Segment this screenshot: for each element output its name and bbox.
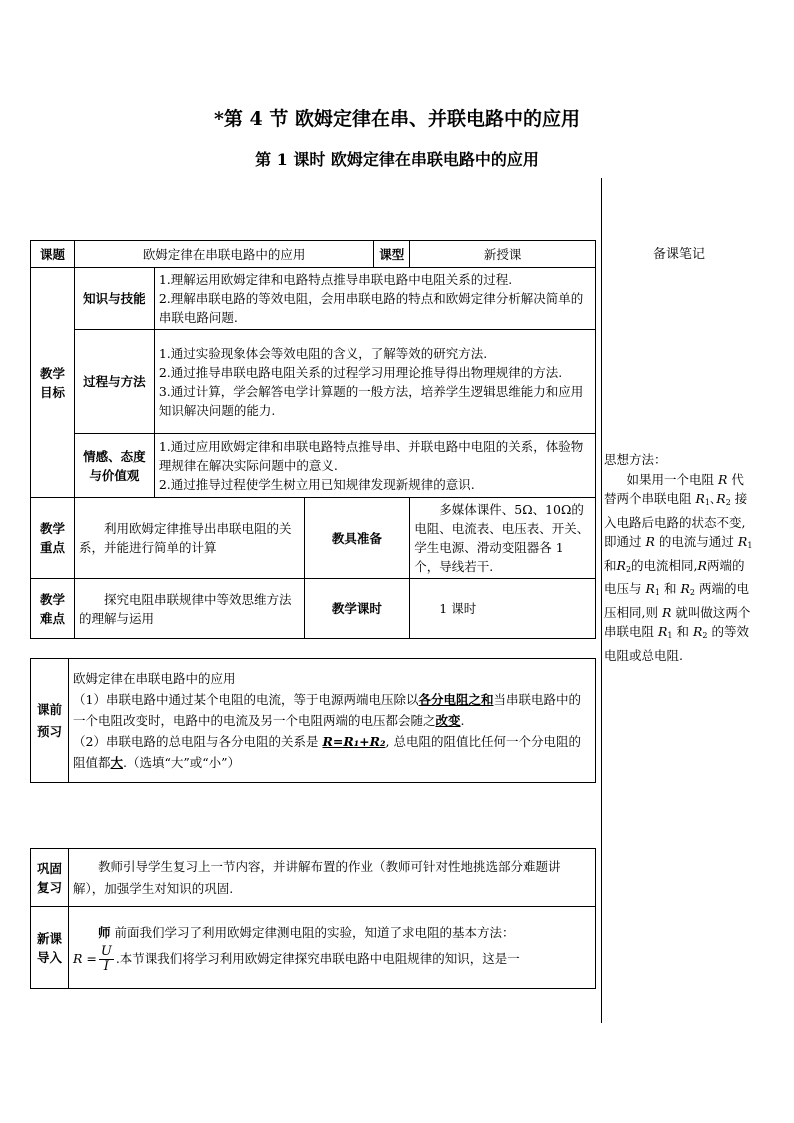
method-title: 思想方法： <box>604 452 667 467</box>
emotion-item: 1.通过应用欧姆定律和串联电路特点推导串、并联电路中电阻的关系，体验物理规律在解决实际问题中的意义. <box>158 439 584 473</box>
topic-label: 课题 <box>31 241 75 268</box>
teacher-marker: 师 <box>98 925 111 940</box>
intro-text1: 前面我们学习了利用欧姆定律测电阻的实验，知道了求电阻的基本方法： <box>114 925 515 940</box>
review-text: 教师引导学生复习上一节内容，并讲解布置的作业（教师可针对性地挑选部分难题讲解），加强学生对知识的巩固. <box>69 849 596 907</box>
notes-divider <box>601 178 602 1023</box>
difficult-label: 教学难点 <box>31 579 75 639</box>
preview-content <box>69 659 596 783</box>
formula-lhs: R = <box>73 951 97 966</box>
page-title: *第 4 节 欧姆定律在串、并联电路中的应用 <box>213 108 580 130</box>
process-item: 3.通过计算，学会解答电学计算题的一般方法，培养学生逻辑思维能力和应用知识解决问题的能力. <box>158 383 584 418</box>
review-label: 巩固复习 <box>31 849 69 907</box>
method-text: 如果用一个电阻 R 代替两个串联电阻 $R_1$､$R_2$ 接入电路后电路的状态不变,即通过 R 的电流与通过 $R_1$和$R_2$的电流相同,R两端的电压与 $R_1$ 和 $R_2$ 两端的电压相同,则 R 就叫做这两个串联电阻 $R_1$ 和 $R_2$ 的等效电阻或总电阻. <box>604 471 753 663</box>
hours-label: 教学课时 <box>304 579 410 639</box>
intro-label: 新课导入 <box>31 907 69 989</box>
lesson-plan-table <box>30 240 596 639</box>
type-value: 新授课 <box>410 241 596 268</box>
difficult-value: 探究电阻串联规律中等效思维方法的理解与运用 <box>74 579 304 639</box>
answer-blank: R=R₁+R₂ <box>322 734 386 749</box>
preview-q1: （1）串联电路中通过某个电阻的电流，等于电源两端电压除以各分电阻之和当串联电路中的一个电阻改变时，电路中的电流及另一个电阻两端的电压都会随之改变. <box>73 692 581 728</box>
preview-title: 欧姆定律在串联电路中的应用 <box>73 671 236 686</box>
knowledge-label: 知识与技能 <box>74 268 154 330</box>
method-notes <box>604 450 756 665</box>
formula-fraction: $\frac{U}{I}$ <box>100 944 112 974</box>
process-item: 2.通过推导串联电路电阻关系的过程学习用理论推导得出物理规律的方法. <box>158 364 563 380</box>
key-value: 利用欧姆定律推导出串联电阻的关系，并能进行简单的计算 <box>74 498 304 579</box>
intro-text2: .本节课我们将学习利用欧姆定律探究串联电路中电阻规律的知识，这是一 <box>115 951 520 966</box>
goals-label: 教学目标 <box>31 268 75 498</box>
answer-blank: 各分电阻之和 <box>418 692 494 707</box>
topic-value: 欧姆定律在串联电路中的应用 <box>74 241 373 268</box>
tools-value: 多媒体课件、5Ω、10Ω的电阻、电流表、电压表、开关、学生电源、滑动变阻器各 1 个，导线若干. <box>410 498 596 579</box>
page-subtitle: 第 1 课时 欧姆定律在串联电路中的应用 <box>255 150 539 169</box>
knowledge-item: 1.理解运用欧姆定律和电路特点推导串联电路中电阻关系的过程. <box>158 272 513 287</box>
answer-blank: 改变 <box>435 713 461 728</box>
intro-content <box>69 907 596 989</box>
type-label: 课型 <box>374 241 410 268</box>
preview-table <box>30 658 596 783</box>
preview-label: 课前预习 <box>31 659 69 783</box>
emotion-item: 2.通过推导过程使学生树立用已知规律发现新规律的意识. <box>158 477 475 492</box>
process-label: 过程与方法 <box>74 330 154 434</box>
knowledge-item: 2.理解串联电路的等效电阻，会用串联电路的特点和欧姆定律分析解决简单的串联电路问题. <box>158 291 584 325</box>
hours-value: 1 课时 <box>410 579 596 639</box>
key-label: 教学重点 <box>31 498 75 579</box>
process-item: 1.通过实验现象体会等效电阻的含义，了解等效的研究方法. <box>158 345 488 361</box>
emotion-label: 情感、态度与价值观 <box>74 434 154 498</box>
tools-label: 教具准备 <box>304 498 410 579</box>
process-cell <box>154 330 595 434</box>
emotion-cell <box>154 434 595 498</box>
notes-title: 备课笔记 <box>652 247 705 262</box>
review-table <box>30 848 596 989</box>
preview-q2: （2）串联电路的总电阻与各分电阻的关系是 R=R₁+R₂, 总电阻的阻值比任何一个分电阻的阻值都大.（选填“大”或“小”） <box>73 734 581 770</box>
knowledge-cell <box>154 268 595 330</box>
answer-blank: 大 <box>110 755 124 770</box>
